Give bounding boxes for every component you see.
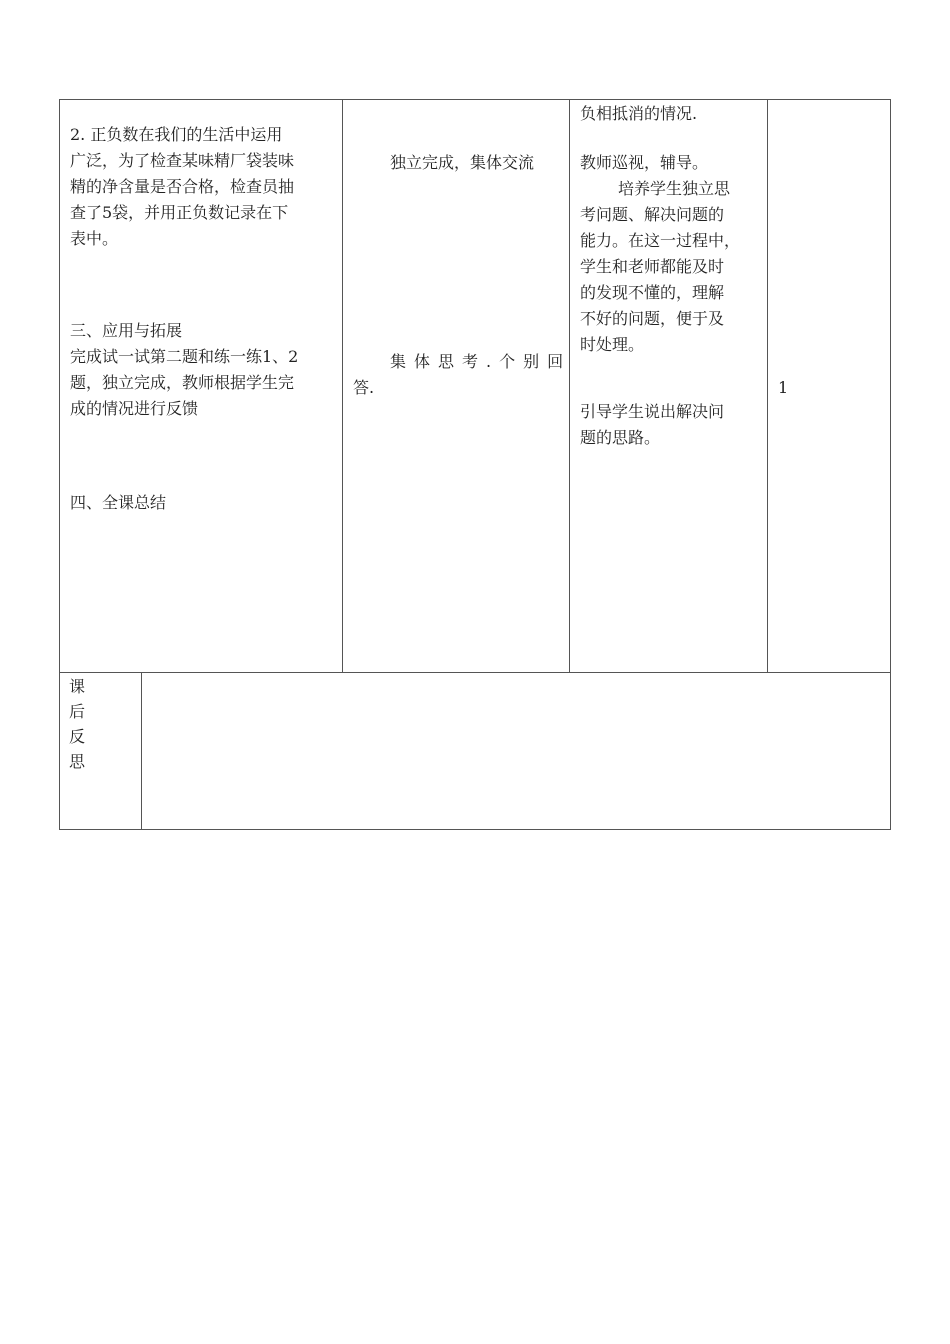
activity-1: 独立完成，集体交流 [390,153,535,172]
section3-line1: 完成试一试第二题和练一练1、2 [70,347,299,366]
reflection-char-4: 思 [69,752,86,771]
item2-line5: 表中。 [70,229,119,248]
reflection-content[interactable] [152,680,880,820]
section3-line2: 题，独立完成，教师根据学生完 [70,373,295,392]
activity-2-line1: 集体思考.个别回 [390,352,572,371]
reflection-char-2: 后 [69,702,86,721]
item2-line3: 精的净含量是否合格，检查员抽 [70,177,295,196]
intent-note1: 教师巡视，辅导。 [580,153,709,172]
reflection-divider [141,672,142,830]
row-divider [59,672,891,673]
intent-note2-line7: 时处理。 [580,335,645,354]
column-divider-3 [767,99,768,673]
item2-line4: 查了5袋，并用正负数记录在下 [70,203,289,222]
intent-note2-line4: 学生和老师都能及时 [580,257,725,276]
section3-line3: 成的情况进行反馈 [70,399,199,418]
intent-note2-line3: 能力。在这一过程中， [580,231,741,250]
item2-line1: 2. 正负数在我们的生活中运用 [70,125,283,144]
activity-2-line2: 答. [353,378,375,397]
intent-note2-line2: 考问题、解决问题的 [580,205,725,224]
intent-note3-line2: 题的思路。 [580,428,661,447]
reflection-char-1: 课 [69,677,86,696]
intent-note3-line1: 引导学生说出解决问 [580,402,725,421]
section3-title: 三、应用与拓展 [70,321,183,340]
column-divider-2 [569,99,570,673]
intent-note2-line1: 培养学生独立思 [618,179,731,198]
column-divider-1 [342,99,343,673]
intent-note2-line6: 不好的问题，便于及 [580,309,725,328]
intent-note2-line5: 的发现不懂的，理解 [580,283,725,302]
section4-title: 四、全课总结 [70,493,167,512]
time-value: 1 [778,378,789,397]
reflection-char-3: 反 [69,727,86,746]
intent-line0: 负相抵消的情况. [580,104,698,123]
item2-line2: 广泛，为了检查某味精厂袋装味 [70,151,295,170]
